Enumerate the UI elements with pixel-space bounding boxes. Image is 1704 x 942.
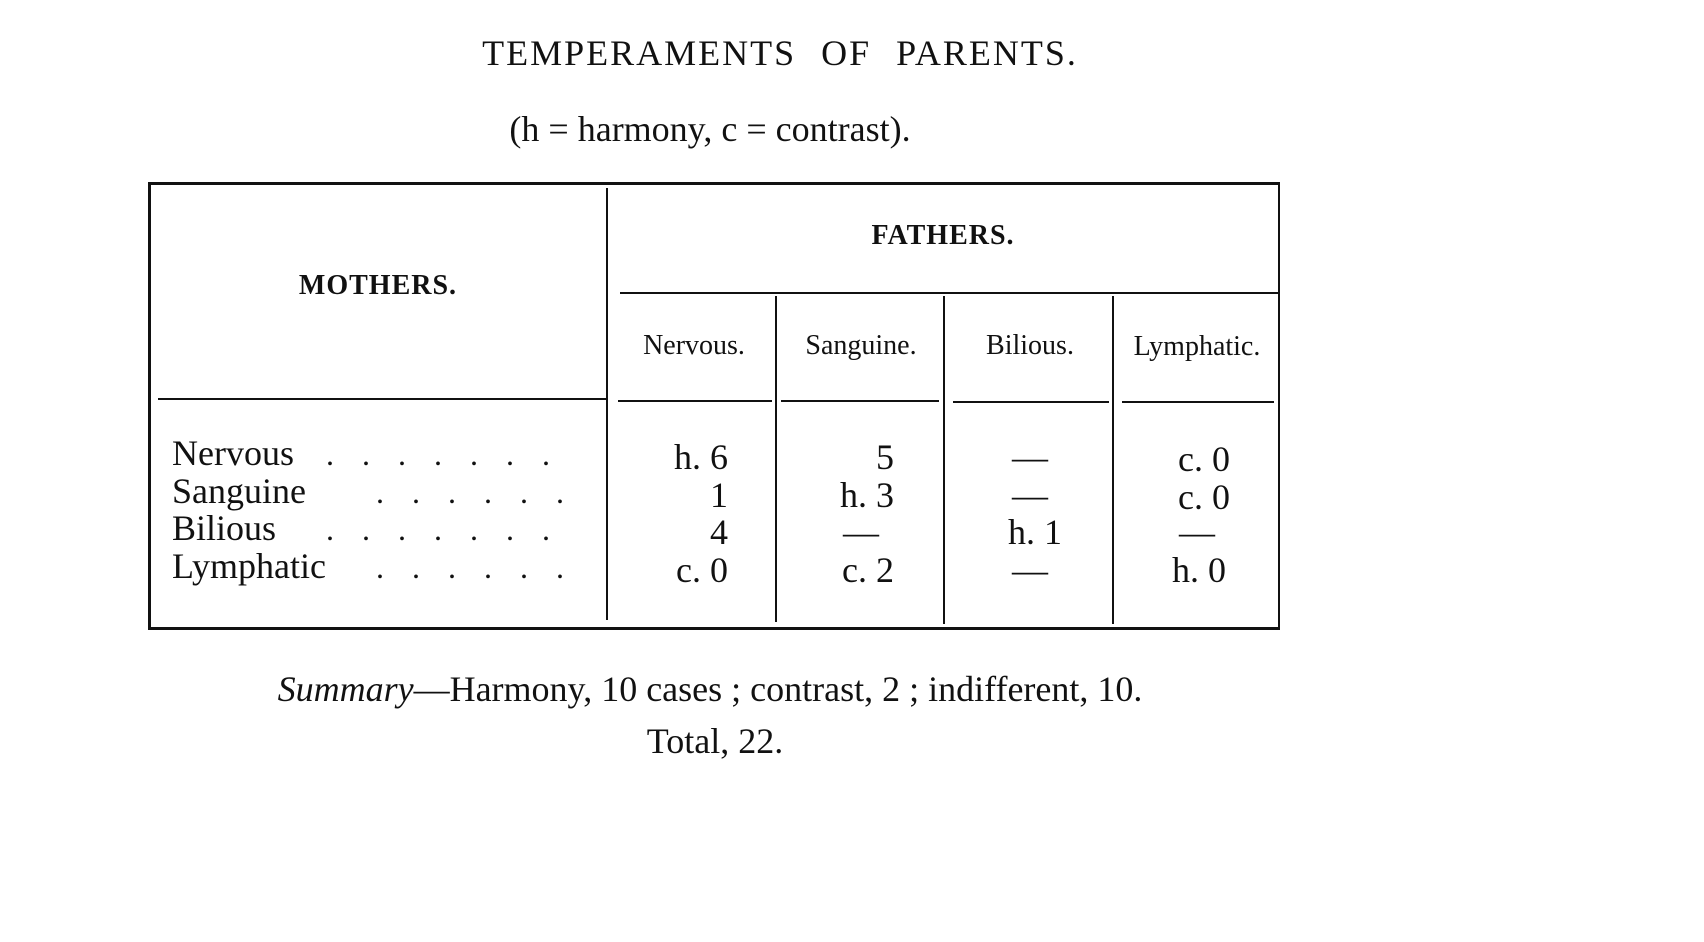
row-label-bilious: Bilious	[172, 508, 277, 548]
cell-bilious-nervous: 4	[710, 512, 728, 552]
table-title: TEMPERAMENTS OF PARENTS.	[482, 33, 1078, 73]
cell-sanguine-sanguine: h. 3	[840, 475, 894, 515]
row-leader-nervous: . . . . . . .	[326, 436, 550, 472]
cell-nervous-sanguine: 5	[876, 437, 894, 477]
mothers-header-rule	[158, 398, 608, 400]
col-header-rule-1	[618, 400, 772, 402]
total-line: Total, 22.	[646, 721, 784, 761]
cell-sanguine-nervous: 1	[710, 475, 728, 515]
col-header-rule-2	[781, 400, 939, 402]
mothers-header: MOTHERS.	[298, 270, 458, 301]
cell-sanguine-bilious: —	[1012, 475, 1048, 515]
row-label-sanguine: Sanguine	[172, 471, 306, 511]
cell-nervous-nervous: h. 6	[674, 437, 728, 477]
summary-text: —Harmony, 10 cases ; contrast, 2 ; indifferent, 10.	[413, 669, 1143, 709]
cell-bilious-lymphatic: —	[1179, 512, 1215, 552]
col-header-rule-4	[1122, 401, 1274, 403]
row-leader-sanguine: . . . . . .	[376, 474, 564, 510]
cell-lymphatic-sanguine: c. 2	[842, 550, 894, 590]
cell-sanguine-lymphatic: c. 0	[1178, 477, 1230, 517]
cell-lymphatic-lymphatic: h. 0	[1172, 550, 1226, 590]
cell-bilious-sanguine: —	[843, 512, 879, 552]
table-legend: (h = harmony, c = contrast).	[509, 109, 911, 149]
cell-lymphatic-bilious: —	[1012, 550, 1048, 590]
summary-line	[0, 668, 1420, 710]
cell-nervous-bilious: —	[1012, 437, 1048, 477]
fathers-group-rule	[620, 292, 1278, 294]
col-header-rule-3	[953, 401, 1109, 403]
row-leader-bilious: . . . . . . .	[326, 511, 550, 547]
row-label-nervous: Nervous	[172, 433, 294, 473]
cell-nervous-lymphatic: c. 0	[1178, 439, 1230, 479]
col-header-lymphatic: Lymphatic.	[1133, 331, 1261, 362]
summary-label: Summary	[277, 669, 414, 709]
cell-bilious-bilious: h. 1	[1008, 512, 1062, 552]
mothers-fathers-divider	[606, 188, 608, 620]
col-header-nervous: Nervous.	[643, 330, 745, 361]
fathers-header: FATHERS.	[871, 220, 1015, 251]
col-header-bilious: Bilious.	[986, 330, 1074, 361]
row-label-lymphatic: Lymphatic	[172, 546, 326, 586]
col-header-sanguine: Sanguine.	[805, 330, 917, 361]
cell-lymphatic-nervous: c. 0	[676, 550, 728, 590]
row-leader-lymphatic: . . . . . .	[376, 549, 564, 585]
